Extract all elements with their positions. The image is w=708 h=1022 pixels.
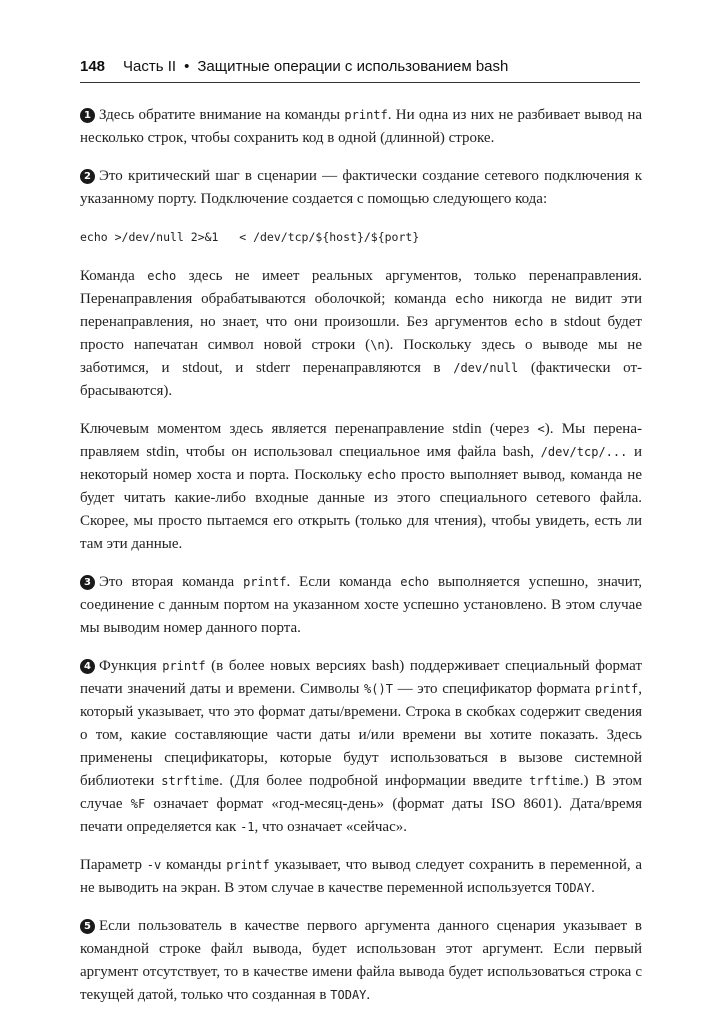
text: . (366, 987, 371, 1003)
code-inline: /dev/tcp/... (540, 445, 628, 459)
page-body (80, 104, 642, 1022)
code-inline: printf (594, 682, 639, 696)
text: Здесь обратите внимание на команды (99, 107, 345, 123)
code-inline: TODAY (554, 881, 592, 895)
code-inline: printf (344, 108, 388, 122)
code-inline: -1 (240, 820, 255, 834)
paragraph-note-5 (80, 915, 642, 1007)
text: ). Поскольку здесь о выводе мы не заботимся, и stdout, и stderr перенаправляются в (80, 337, 642, 376)
text: никогда не видит эти перенаправления, но знает, что они произошли. Без аргументов (80, 291, 642, 330)
text: Ключевым моментом здесь является перенаправление stdin (через (80, 421, 538, 437)
text: , который указывает, что это формат даты/времени. Строка в скобках содержит сведения о том, какие составляющие части даты и/или времени вы хотите показать. Здесь применены спецификаторы, которые будут использоваться в вызове системной библиотеки (80, 681, 642, 789)
callout-marker: 1 (80, 108, 95, 123)
code-inline: %()T (364, 682, 393, 696)
code-inline: /dev/null (453, 361, 519, 375)
text: означает формат «год-месяц-день» (формат даты ISO 8601). Дата/время печати определяется как (80, 796, 642, 835)
code-inline: echo (400, 575, 430, 589)
code-inline: printf (226, 858, 270, 872)
page-number: 148 (80, 58, 106, 75)
paragraph-note-2 (80, 165, 642, 211)
text: и некоторый номер хоста и порта. Поскольку (80, 444, 642, 483)
text: Команда (80, 268, 148, 284)
running-header (80, 58, 640, 75)
paragraph-note-3 (80, 571, 642, 640)
code-inline: printf (162, 659, 206, 673)
text: Параметр (80, 857, 147, 873)
code-inline: %F (130, 797, 146, 811)
code-inline: printf (243, 575, 287, 589)
paragraph-stdin (80, 418, 642, 556)
chapter-title: Защитные операции с использованием bash (197, 58, 509, 75)
text: просто выполняет вывод, команда не будет читать какие-либо входные данные из этого специального сетевого файла. Скорее, мы просто пытаемся его открыть (только для чтения), чтобы увидеть, есть ли там эти данные. (80, 467, 642, 552)
callout-marker: 4 (80, 659, 95, 674)
text: указывает, что вывод следует сохранить в переменной, а не выводить на экран. В этом случае в качестве переменной используется (80, 857, 642, 896)
paragraph-v-option (80, 854, 642, 900)
paragraph-note-4 (80, 655, 642, 839)
code-inline: TODAY (330, 988, 367, 1002)
callout-marker: 2 (80, 169, 95, 184)
text: . Ни одна из них не разбивает вывод на несколько строк, чтобы сохранить код в одной (длинной) строке. (80, 107, 642, 146)
code-inline: < (537, 422, 545, 436)
text: . (591, 880, 595, 896)
code-inline: \n (370, 338, 385, 352)
text: ). Мы перенаправляем stdin, чтобы он использовал специальное имя файла bash, (80, 421, 642, 460)
text: Это вторая команда (99, 574, 244, 590)
text: Если пользователь в качестве первого аргумента данного сценария указывает в командной строке файл вывода, будет использован этот аргумент. Если первый аргумент отсутствует, то в качестве имени файла вывода будет использоваться строка с текущей датой, только что созданная в (80, 918, 642, 1003)
text: — это спецификатор формата (392, 681, 595, 697)
text: Это критический шаг в сценарии — фактически создание сетевого подключения к указанному порту. Подключение создается с помощью следующего кода: (80, 168, 642, 207)
code-block: echo >/dev/null 2>&1 < /dev/tcp/${host}/${port} (80, 230, 420, 244)
text: Функция (99, 658, 163, 674)
text: здесь не имеет реальных аргументов, только перенаправления. Перенаправления обрабатываются оболочкой; команда (80, 268, 642, 307)
code-inline: trftime (529, 774, 580, 788)
text: выполняется успешно, значит, соединение с данным портом на указанном хосте успешно установлено. В этом случае мы выводим номер данного порта. (80, 574, 642, 636)
code-inline: echo (455, 292, 484, 306)
text: (фактически отбрасываются). (80, 360, 643, 399)
text: . Если команда (286, 574, 401, 590)
text: в stdout будет просто напечатан символ новой строки ( (80, 314, 642, 353)
header-separator: • (184, 58, 190, 75)
header-rule (80, 82, 640, 83)
code-inline: echo (147, 269, 177, 283)
paragraph-echo (80, 265, 642, 403)
code-inline: -v (146, 858, 162, 872)
text: , что означает «сейчас». (254, 819, 407, 835)
text: . (Для более подробной информации введите (219, 773, 530, 789)
code-inline: strftime (161, 774, 220, 788)
code-inline: echo (514, 315, 544, 329)
callout-marker: 3 (80, 575, 95, 590)
text: .) В этом случае (80, 773, 642, 812)
text: команды (161, 857, 227, 873)
code-inline: echo (367, 468, 397, 482)
text: (в более новых версиях bash) поддерживает специальный формат печати значений даты и времени. Символы (80, 658, 643, 697)
callout-marker: 5 (80, 919, 95, 934)
part-label: Часть II (123, 58, 177, 75)
paragraph-note-1 (80, 104, 642, 150)
